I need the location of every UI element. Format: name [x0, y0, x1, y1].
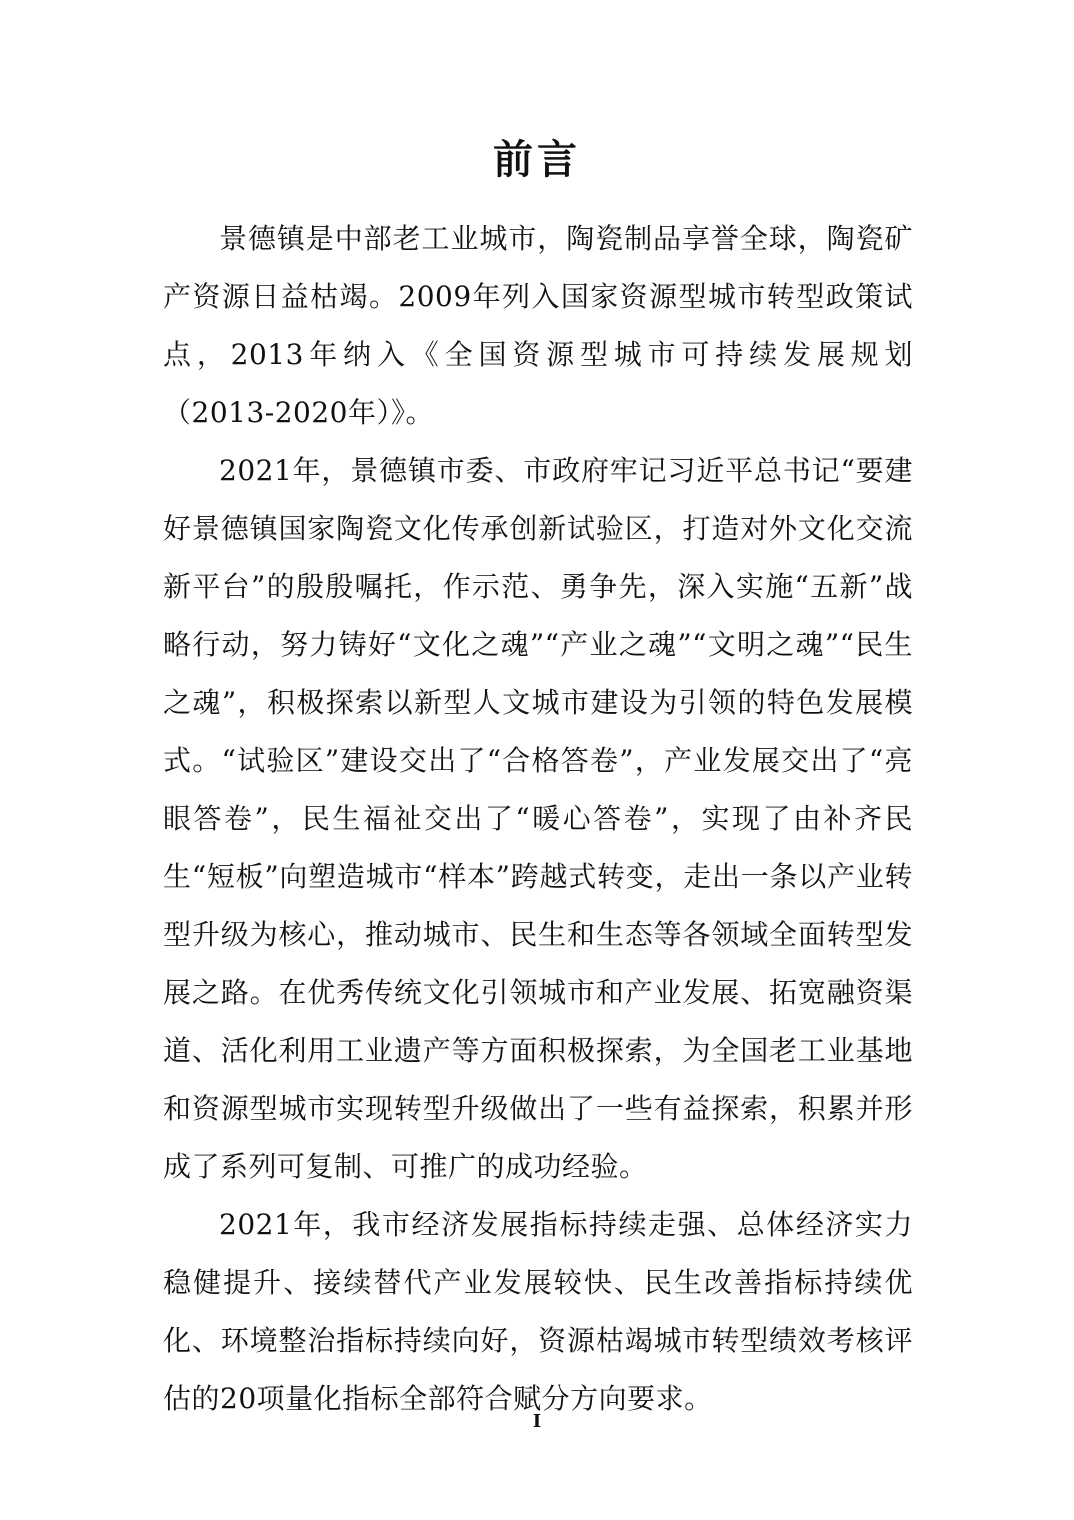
- body-text: [163, 210, 913, 1428]
- page-title: 前言: [493, 136, 581, 183]
- paragraph-3: 2021年，我市经济发展指标持续走强、总体经济实力稳健提升、接续替代产业发展较快、民生改善指标持续优化、环境整治指标持续向好，资源枯竭城市转型绩效考核评估的20项量化指标全部符合赋分方向要求。: [163, 1208, 913, 1415]
- paragraph-2: 2021年，景德镇市委、市政府牢记习近平总书记“要建好景德镇国家陶瓷文化传承创新试验区，打造对外文化交流新平台”的殷殷嘱托，作示范、勇争先，深入实施“五新”战略行动，努力铸好“文化之魂”“产业之魂”“文明之魂”“民生之魂”，积极探索以新型人文城市建设为引领的特色发展模式。“试验区”建设交出了“合格答卷”，产业发展交出了“亮眼答卷”，民生福祉交出了“暖心答卷”，实现了由补齐民生“短板”向塑造城市“样本”跨越式转变，走出一条以产业转型升级为核心，推动城市、民生和生态等各领域全面转型发展之路。在优秀传统文化引领城市和产业发展、拓宽融资渠道、活化利用工业遗产等方面积极探索，为全国老工业基地和资源型城市实现转型升级做出了一些有益探索，积累并形成了系列可复制、可推广的成功经验。: [163, 454, 913, 1183]
- page-number: I: [532, 1411, 542, 1432]
- paragraph-1: 景德镇是中部老工业城市，陶瓷制品享誉全球，陶瓷矿产资源日益枯竭。2009年列入国家资源型城市转型政策试点，2013年纳入《全国资源型城市可持续发展规划（2013-2020年）》。: [163, 222, 913, 429]
